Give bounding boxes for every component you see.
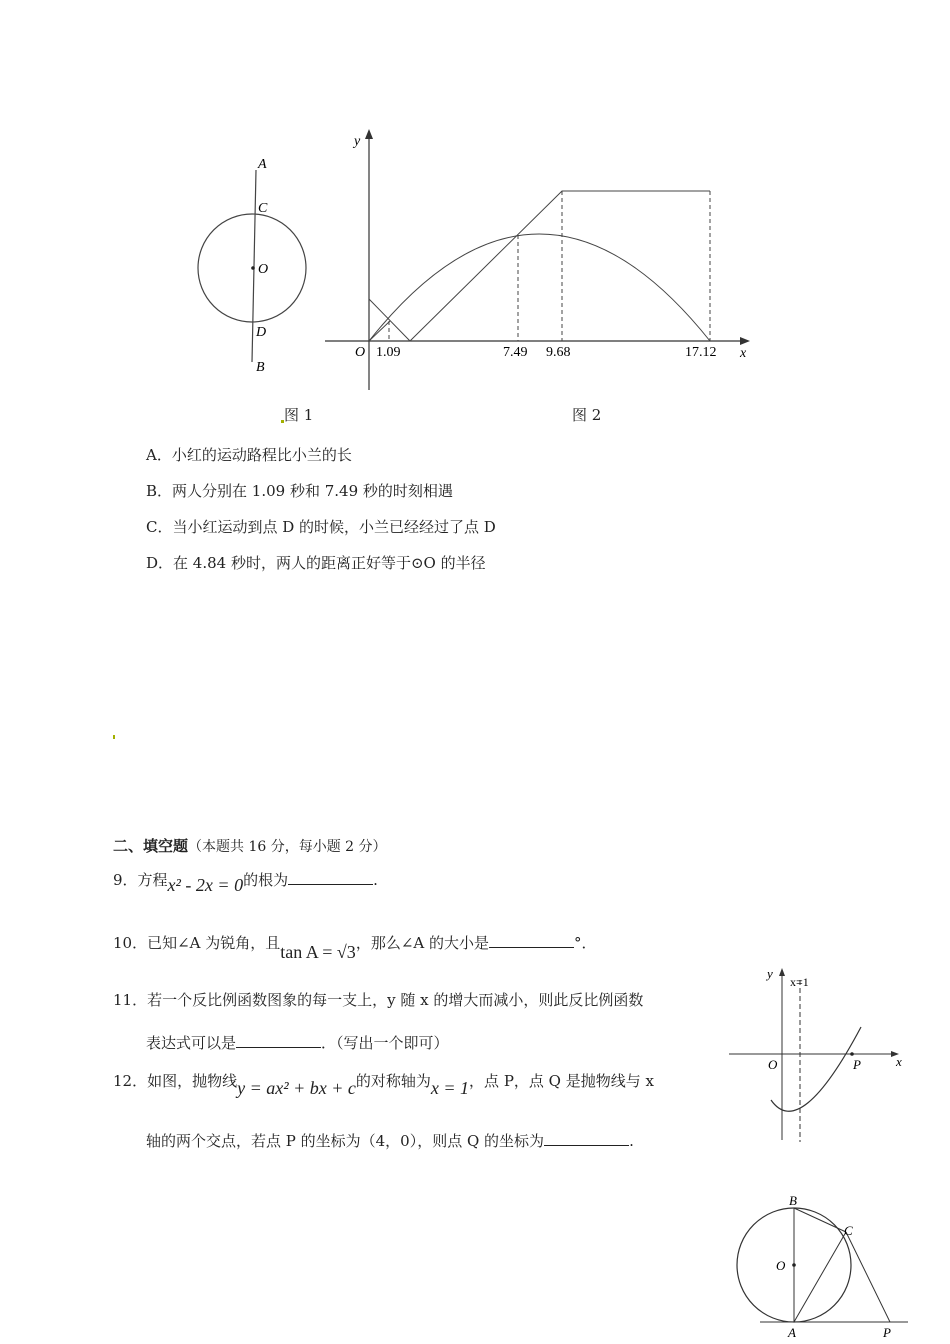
tick-9-68: 9.68 [546,345,571,360]
question-12-line1 [113,1070,654,1098]
option-c: C．当小红运动到点 D 的时候，小兰已经经过了点 D [146,518,496,536]
q12-point-p [850,1052,854,1056]
label-x: x [740,346,747,361]
q12-label-x: x [896,1054,902,1069]
tick-1-09: 1.09 [376,345,401,360]
q12-label-axis: x=1 [790,975,809,989]
rising-line [410,191,710,341]
bottom-center-dot [792,1263,796,1267]
q9-suffix: 的根为 [243,871,289,889]
q12-answer-blank[interactable] [544,1129,629,1146]
segment-bc [794,1208,846,1232]
segment-ac [794,1232,846,1322]
tick-17-12: 17.12 [685,345,717,360]
q9-prefix: 9．方程 [113,871,168,889]
q12-label-o: O [768,1057,778,1072]
figure-bottom-circle [730,1190,940,1344]
label-c: C [258,201,268,216]
q11-answer-blank[interactable] [236,1031,321,1048]
x-axis-arrow [740,337,750,345]
parabola-curve [369,234,710,341]
start-segment [369,321,390,341]
caption-marker-dot [281,420,284,423]
segment-cp [846,1232,890,1322]
section-note: （本题共 16 分，每小题 2 分） [188,839,387,855]
option-a: A．小红的运动路程比小兰的长 [146,446,352,464]
center-dot [251,266,255,270]
q10-equation: tan A = √3 [280,942,356,962]
section-header [113,836,387,857]
tick-7-49: 7.49 [503,345,528,360]
fig1-caption: 图 1 [284,406,314,424]
q10-middle: ，那么∠A 的大小是 [355,934,489,952]
q12-line2-end: . [629,1132,634,1150]
q11-suffix: ．（写出一个即可） [321,1034,449,1052]
question-11-line2 [146,1031,449,1053]
q12-equation: y = ax² + bx + c [237,1078,356,1098]
stray-mark [113,735,115,739]
q12-axis: x = 1 [430,1078,470,1098]
q12-line2-prefix: 轴的两个交点，若点 P 的坐标为（4，0），则点 Q 的坐标为 [146,1132,545,1150]
label-y: y [354,134,361,149]
q12-label-y: y [767,966,773,981]
q10-prefix: 10．已知∠A 为锐角，且 [113,934,281,952]
figure-1 [180,150,310,380]
fig2-caption: 图 2 [572,406,602,424]
question-9 [113,868,378,895]
option-d: D．在 4.84 秒时，两人的距离正好等于⊙O 的半径 [146,554,486,572]
question-10 [113,931,597,962]
bottom-label-c: C [844,1223,853,1238]
q12-middle: 的对称轴为 [355,1072,431,1090]
question-11-line1: 11．若一个反比例函数图象的每一支上，y 随 x 的增大而减小，则此反比例函数 [113,991,644,1009]
bottom-label-o: O [776,1258,786,1273]
label-a: A [258,157,267,172]
option-b: B．两人分别在 1.09 秒和 7.49 秒的时刻相遇 [146,482,453,500]
q12-y-arrow [779,968,785,976]
label-origin: O [355,345,366,360]
q9-end: . [373,871,378,889]
q10-end: °． [573,934,597,952]
q10-answer-blank[interactable] [489,931,574,948]
question-12-line2 [146,1129,634,1151]
label-d: D [256,325,267,340]
q12-suffix: ，点 P，点 Q 是抛物线与 x [469,1072,654,1090]
q12-prefix: 12．如图，抛物线 [113,1072,238,1090]
figure-2 [320,125,760,395]
bottom-label-p: P [883,1325,891,1340]
section-title: 二、填空题 [113,837,189,855]
q12-label-p: P [853,1057,861,1072]
q9-equation: x² - 2x = 0 [167,875,244,895]
figure-q12-parabola [725,962,910,1147]
q11-prefix: 表达式可以是 [146,1034,237,1052]
bottom-label-b: B [789,1193,797,1208]
bottom-label-a: A [788,1325,796,1340]
label-o: O [258,262,269,277]
q12-parabola [771,1027,861,1111]
label-b: B [256,360,265,375]
y-axis-arrow [365,129,373,139]
q9-answer-blank[interactable] [288,868,373,885]
